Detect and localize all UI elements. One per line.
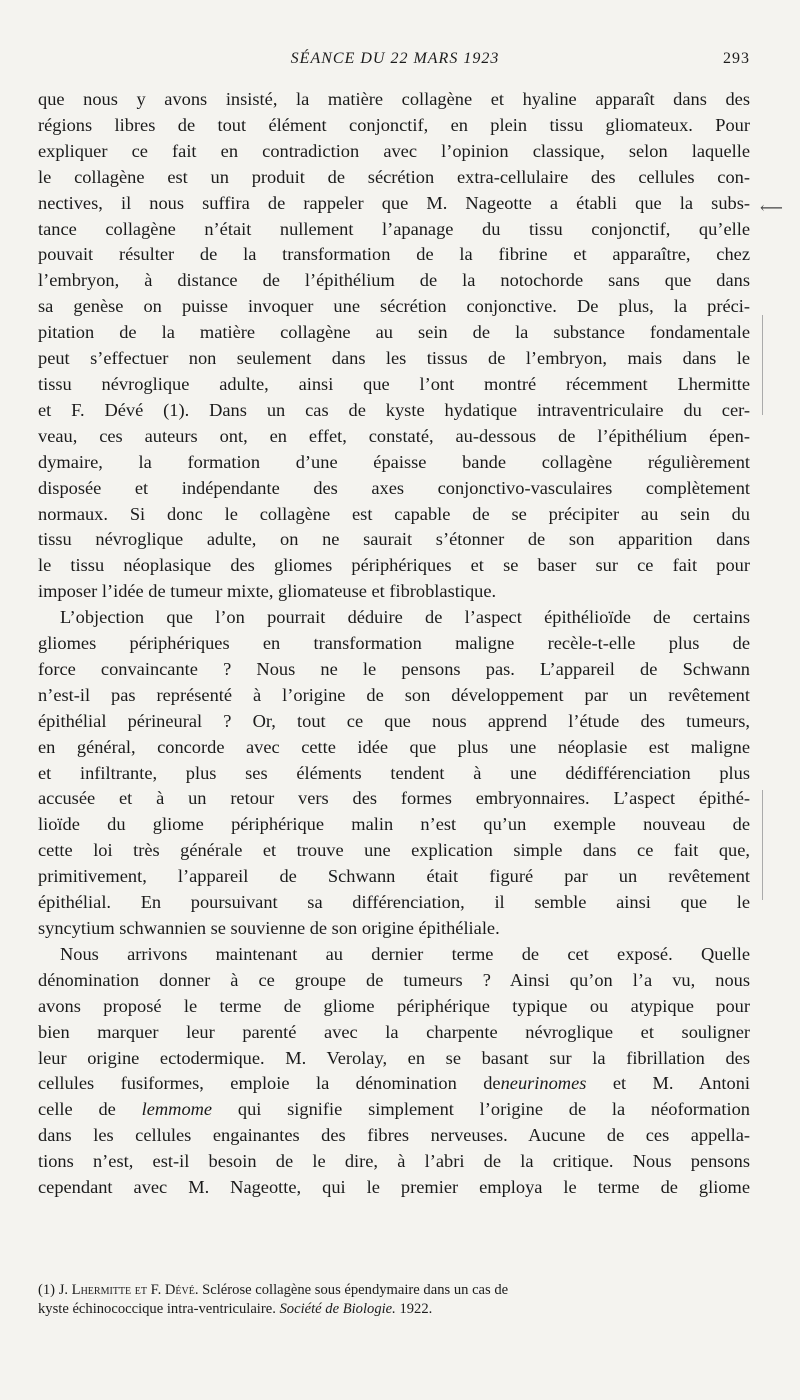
- text-line: gliomes périphériques en transformation maligne recèle-t-elle plus de: [38, 633, 750, 654]
- text-line: pitation de la matière collagène au sein de la substance fondamentale: [38, 322, 750, 343]
- text-line: cependant avec M. Nageotte, qui le premier employa le terme de gliome: [38, 1177, 750, 1198]
- body-text: [38, 87, 750, 1201]
- text-line: accusée et à un retour vers des formes embryonnaires. L’aspect épithé-: [38, 788, 750, 809]
- text-line: tance collagène n’était nullement l’apanage du tissu conjonctif, qu’elle: [38, 218, 750, 239]
- text-line: dénomination donner à ce groupe de tumeurs ? Ainsi qu’on l’a vu, nous: [38, 969, 750, 990]
- footnote-text: Sclérose collagène sous épendymaire dans un cas de: [198, 1282, 509, 1298]
- text-line: dans les cellules engainantes des fibres nerveuses. Aucune de ces appella-: [38, 1125, 750, 1146]
- text-line: normaux. Si donc le collagène est capable de se précipiter au sein du: [38, 503, 750, 524]
- page-number: 293: [723, 50, 750, 67]
- text-line: que nous y avons insisté, la matière collagène et hyaline apparaît dans des: [38, 89, 750, 109]
- text-span: qui signifie simplement l’origine de la néoformation: [212, 1099, 750, 1120]
- text-line: cette loi très générale et trouve une explication simple dans ce fait que,: [38, 840, 750, 861]
- footnote-year: 1922.: [395, 1301, 433, 1317]
- text-line-with-italic: [38, 1097, 750, 1123]
- footnote-text: kyste échinococcique intra-ventriculaire.: [38, 1301, 280, 1317]
- text-line: imposer l’idée de tumeur mixte, gliomateuse et fibroblastique.: [38, 581, 497, 602]
- text-line: primitivement, l’appareil de Schwann était figuré par un revêtement: [38, 866, 750, 887]
- text-line-with-italic: [38, 1071, 750, 1097]
- text-line: le tissu néoplasique des gliomes périphériques et se baser sur ce fait pour: [38, 555, 750, 576]
- footnote-line: [38, 1281, 778, 1300]
- text-line: tissu névroglique adulte, ainsi que l’ont montré récemment Lhermitte: [38, 373, 750, 394]
- text-span: et M. Antoni: [586, 1073, 750, 1094]
- text-line: épithélial périneural ? Or, tout ce que nous apprend l’étude des tumeurs,: [38, 710, 750, 731]
- text-line: et infiltrante, plus ses éléments tendent à une dédifférenciation plus: [38, 762, 750, 783]
- italic-term: neurinomes: [500, 1073, 587, 1094]
- text-line: tions n’est, est-il besoin de le dire, à l’abri de la critique. Nous pensons: [38, 1151, 750, 1172]
- footnote-marker: (1): [38, 1282, 56, 1298]
- margin-bracket: [758, 790, 763, 900]
- text-line: L’objection que l’on pourrait déduire de l’aspect épithélioïde de certains: [60, 607, 750, 628]
- margin-arrow-icon: ⟵: [760, 200, 783, 217]
- text-line: nectives, il nous suffira de rappeler que M. Nageotte a établi que la subs-: [38, 192, 750, 213]
- text-line: lioïde du gliome périphérique malin n’est qu’un exemple nouveau de: [38, 814, 750, 835]
- text-line: n’est-il pas représenté à l’origine de son développement par un revêtement: [38, 684, 750, 705]
- text-line: bien marquer leur parenté avec la charpente névroglique et souligner: [38, 1021, 750, 1042]
- text-line: régions libres de tout élément conjonctif, en plein tissu gliomateux. Pour: [38, 114, 750, 135]
- italic-term: lemmome: [141, 1099, 213, 1120]
- footnote-journal: Société de Biologie.: [279, 1301, 396, 1317]
- footnote-authors: J. Lhermitte et F. Dévé.: [58, 1282, 199, 1298]
- text-line: disposée et indépendante des axes conjonctivo-vasculaires complètement: [38, 477, 750, 498]
- text-line: veau, ces auteurs ont, en effet, constaté, au-dessous de l’épithélium épen-: [38, 425, 750, 446]
- text-span: cellules fusiformes, emploie la dénomination de: [38, 1073, 501, 1094]
- text-line: le collagène est un produit de sécrétion extra-cellulaire des cellules con-: [38, 166, 750, 187]
- text-line: tissu névroglique adulte, on ne saurait s’étonner de son apparition dans: [38, 529, 750, 550]
- text-line: Nous arrivons maintenant au dernier terme de cet exposé. Quelle: [60, 943, 750, 964]
- text-line: expliquer ce fait en contradiction avec l’opinion classique, selon laquelle: [38, 140, 750, 161]
- text-line: avons proposé le terme de gliome périphérique typique ou atypique pour: [38, 995, 750, 1016]
- header-title: SÉANCE DU 22 MARS 1923: [290, 50, 500, 67]
- margin-bracket: [758, 315, 763, 415]
- text-line: en général, concorde avec cette idée que plus une néoplasie est maligne: [38, 736, 750, 757]
- text-line: syncytium schwannien se souvienne de son origine épithéliale.: [38, 918, 500, 938]
- text-line: pouvait résulter de la transformation de la fibrine et apparaître, chez: [38, 244, 750, 265]
- text-line: dymaire, la formation d’une épaisse bande collagène régulièrement: [38, 451, 750, 472]
- text-line: force convaincante ? Nous ne le pensons pas. L’appareil de Schwann: [38, 658, 750, 679]
- text-line: leur origine ectodermique. M. Verolay, en se basant sur la fibrillation des: [38, 1047, 750, 1068]
- footnote: [38, 1281, 778, 1319]
- text-line: épithélial. En poursuivant sa différenciation, il semble ainsi que le: [38, 892, 750, 913]
- text-line: et F. Dévé (1). Dans un cas de kyste hydatique intraventriculaire du cer-: [38, 399, 750, 420]
- text-line: peut s’effectuer non seulement dans les tissus de l’embryon, mais dans le: [38, 348, 750, 369]
- footnote-line: [38, 1300, 778, 1319]
- text-line: sa genèse on puisse invoquer une sécrétion conjonctive. De plus, la préci-: [38, 296, 750, 317]
- running-header: [40, 50, 750, 74]
- text-span: celle de: [38, 1099, 116, 1120]
- text-line: l’embryon, à distance de l’épithélium de la notochorde sans que dans: [38, 270, 750, 291]
